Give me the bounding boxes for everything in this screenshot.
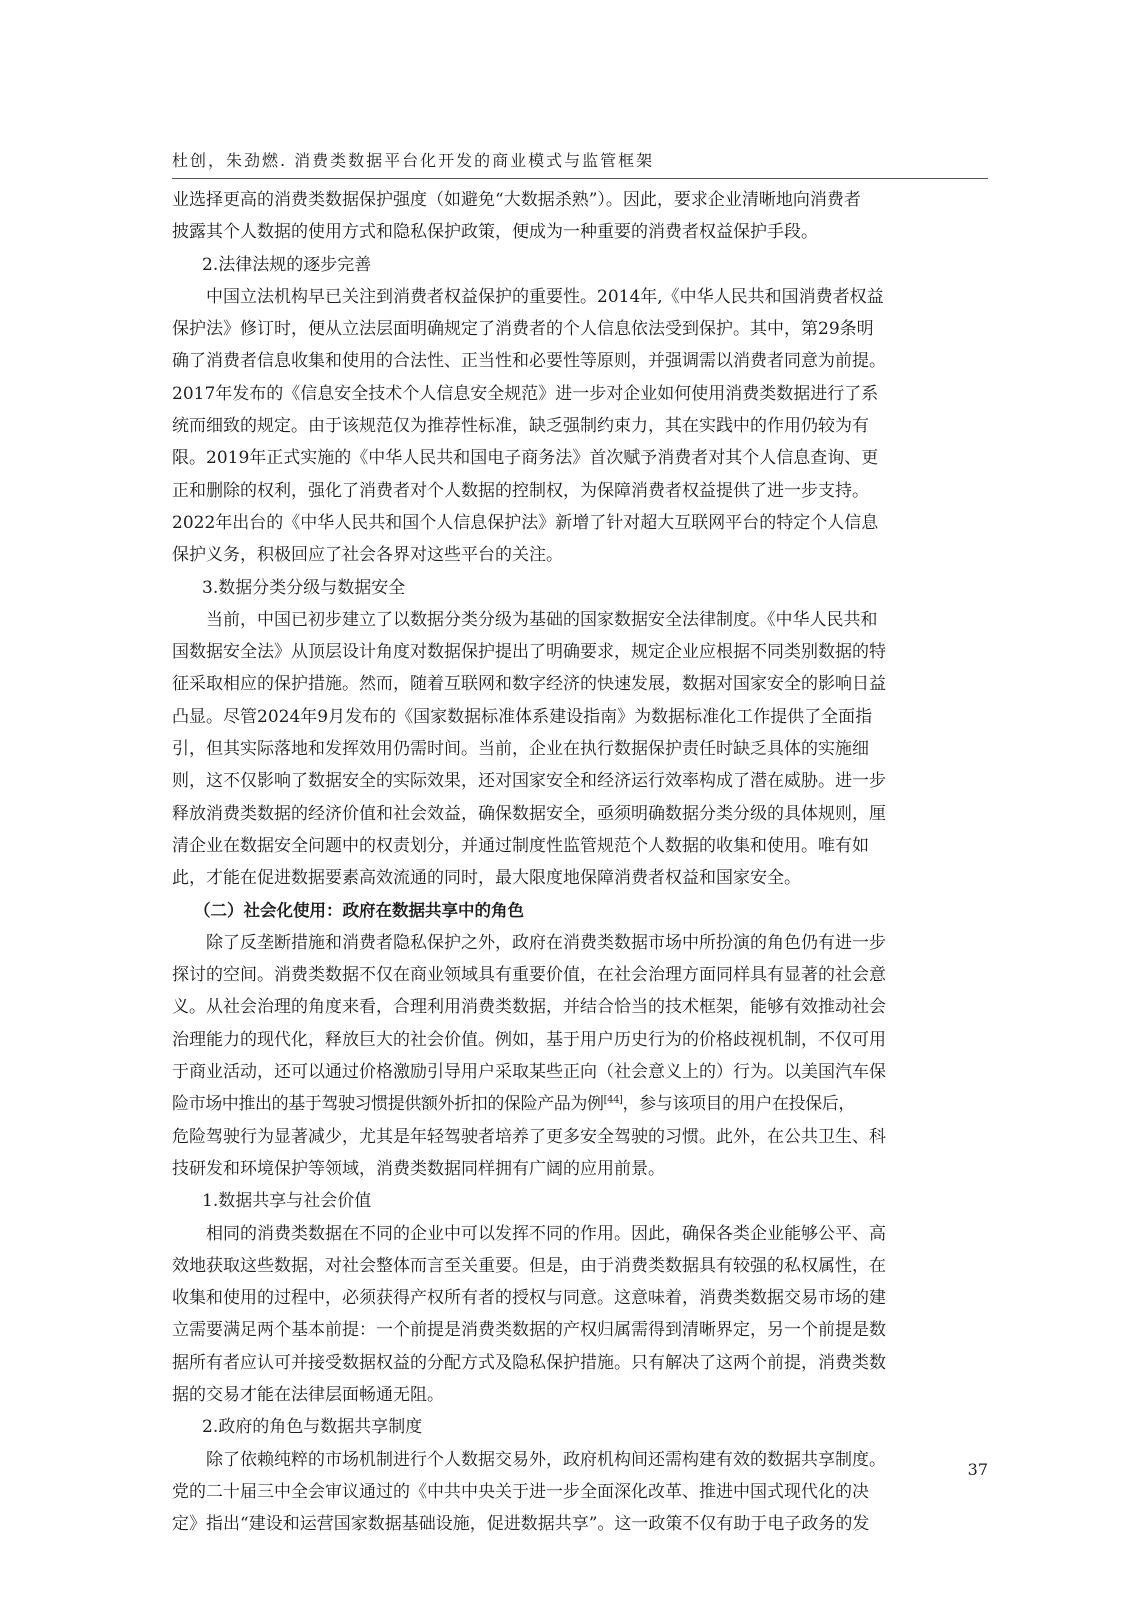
body-line: 效地获取这些数据，对社会整体而言至关重要。但是，由于消费类数据具有较强的私权属性，在 xyxy=(172,1255,886,1276)
body-line: 国数据安全法》从顶层设计角度对数据保护提出了明确要求，规定企业应根据不同类别数据的特 xyxy=(172,642,886,663)
body-line: 业选择更高的消费类数据保护强度（如避免“大数据杀熟”）。因此，要求企业清晰地向消费者 xyxy=(172,190,861,210)
body-line: 党的二十届三中全会审议通过的《中共中央关于进一步全面深化改革、推进中国式现代化的决 xyxy=(172,1481,869,1502)
body-line: 正和删除的权利，强化了消费者对个人数据的控制权，为保障消费者权益提供了进一步支持。 xyxy=(172,480,869,501)
body-line: 保护法》修订时，便从立法层面明确规定了消费者的个人信息依法受到保护。其中，第29条明 xyxy=(172,319,874,340)
body-line: 技研发和环境保护等领域，消费类数据同样拥有广阔的应用前景。 xyxy=(172,1158,665,1179)
body-line: 立需要满足两个基本前提：一个前提是消费类数据的产权归属需得到清晰界定，另一个前提是数 xyxy=(172,1320,886,1341)
body-line: 征采取相应的保护措施。然而，随着互联网和数字经济的快速发展，数据对国家安全的影响日益 xyxy=(172,674,886,695)
body-line: 义。从社会治理的角度来看，合理利用消费类数据，并结合恰当的技术框架，能够有效推动社会 xyxy=(172,997,886,1018)
body-line: 披露其个人数据的使用方式和隐私保护政策，便成为一种重要的消费者权益保护手段。 xyxy=(172,222,818,243)
body-line: 相同的消费类数据在不同的企业中可以发挥不同的作用。因此，确保各类企业能够公平、高 xyxy=(172,1223,886,1244)
article-body xyxy=(172,184,988,1540)
body-line: 保护义务，积极回应了社会各界对这些平台的关注。 xyxy=(172,545,563,566)
body-line: 据的交易才能在法律层面畅通无阻。 xyxy=(172,1384,444,1405)
citation-context: ，参与该项目的用户在投保后， xyxy=(622,1094,855,1115)
body-line: 治理能力的现代化，释放巨大的社会价值。例如，基于用户历史行为的价格歧视机制，不仅可用 xyxy=(172,1029,886,1050)
body-line: 危险驾驶行为显著减少，尤其是年轻驾驶者培养了更多安全驾驶的习惯。此外，在公共卫生、科 xyxy=(172,1126,886,1147)
body-line: 探讨的空间。消费类数据不仅在商业领域具有重要价值，在社会治理方面同样具有显著的社会意 xyxy=(172,965,886,986)
section-heading: （二）社会化使用：政府在数据共享中的角色 xyxy=(194,900,524,920)
body-line: 清企业在数据安全问题中的权责划分，并通过制度性监管规范个人数据的收集和使用。唯有如 xyxy=(172,835,869,856)
citation-marker[interactable]: [44] xyxy=(603,1094,623,1106)
body-line: 2017年发布的《信息安全技术个人信息安全规范》进一步对企业如何使用消费类数据进行了系 xyxy=(172,383,879,404)
subheading-data-sharing: 1.数据共享与社会价值 xyxy=(202,1191,372,1212)
body-line: 此，才能在促进数据要素高效流通的同时，最大限度地保障消费者权益和国家安全。 xyxy=(172,868,801,889)
subheading-classification: 3.数据分类分级与数据安全 xyxy=(202,577,406,598)
citation-context: 险市场中推出的基于驾驶习惯提供额外折扣的保险产品为例 xyxy=(172,1094,604,1115)
body-line: 2022年出台的《中华人民共和国个人信息保护法》新增了针对超大互联网平台的特定个人信息 xyxy=(172,512,879,533)
body-line: 除了依赖纯粹的市场机制进行个人数据交易外，政府机构间还需构建有效的数据共享制度。 xyxy=(172,1449,886,1470)
body-line: 确了消费者信息收集和使用的合法性、正当性和必要性等原则，并强调需以消费者同意为前提。 xyxy=(172,351,886,372)
body-line: 定》指出“建设和运营国家数据基础设施，促进数据共享”。这一政策不仅有助于电子政务的发 xyxy=(172,1514,870,1535)
body-line: 限。2019年正式实施的《中华人民共和国电子商务法》首次赋予消费者对其个人信息查询、更 xyxy=(172,448,879,469)
running-header: 杜创，朱劲燃. 消费类数据平台化开发的商业模式与监管框架 xyxy=(172,150,988,179)
body-line: 当前，中国已初步建立了以数据分类分级为基础的国家数据安全法律制度。《中华人民共和 xyxy=(172,609,878,630)
body-line: 于商业活动，还可以通过价格激励引导用户采取某些正向（社会意义上的）行为。以美国汽车保 xyxy=(172,1062,886,1083)
body-line-with-citation xyxy=(172,1088,988,1120)
body-line: 中国立法机构早已关注到消费者权益保护的重要性。2014年,《中华人民共和国消费者权益 xyxy=(172,286,884,307)
body-line: 引，但其实际落地和发挥效用仍需时间。当前，企业在执行数据保护责任时缺乏具体的实施细 xyxy=(172,739,869,760)
body-line: 凸显。尽管2024年9月发布的《国家数据标准体系建设指南》为数据标准化工作提供了全面指 xyxy=(172,706,873,727)
page-number: 37 xyxy=(967,1460,988,1479)
subheading-law: 2.法律法规的逐步完善 xyxy=(202,254,372,275)
body-line: 收集和使用的过程中，必须获得产权所有者的授权与同意。这意味着，消费类数据交易市场的建 xyxy=(172,1288,886,1309)
body-line: 除了反垄断措施和消费者隐私保护之外，政府在消费类数据市场中所扮演的角色仍有进一步 xyxy=(172,932,886,953)
body-line: 统而细致的规定。由于该规范仅为推荐性标准，缺乏强制约束力，其在实践中的作用仍较为有 xyxy=(172,416,869,437)
body-line: 据所有者应认可并接受数据权益的分配方式及隐私保护措施。只有解决了这两个前提，消费类数 xyxy=(172,1352,886,1373)
body-line: 则，这不仅影响了数据安全的实际效果，还对国家安全和经济运行效率构成了潜在威胁。进一步 xyxy=(172,771,886,792)
subheading-government-role: 2.政府的角色与数据共享制度 xyxy=(202,1417,423,1438)
body-line: 释放消费类数据的经济价值和社会效益，确保数据安全，亟须明确数据分类分级的具体规则，厘 xyxy=(172,803,886,824)
